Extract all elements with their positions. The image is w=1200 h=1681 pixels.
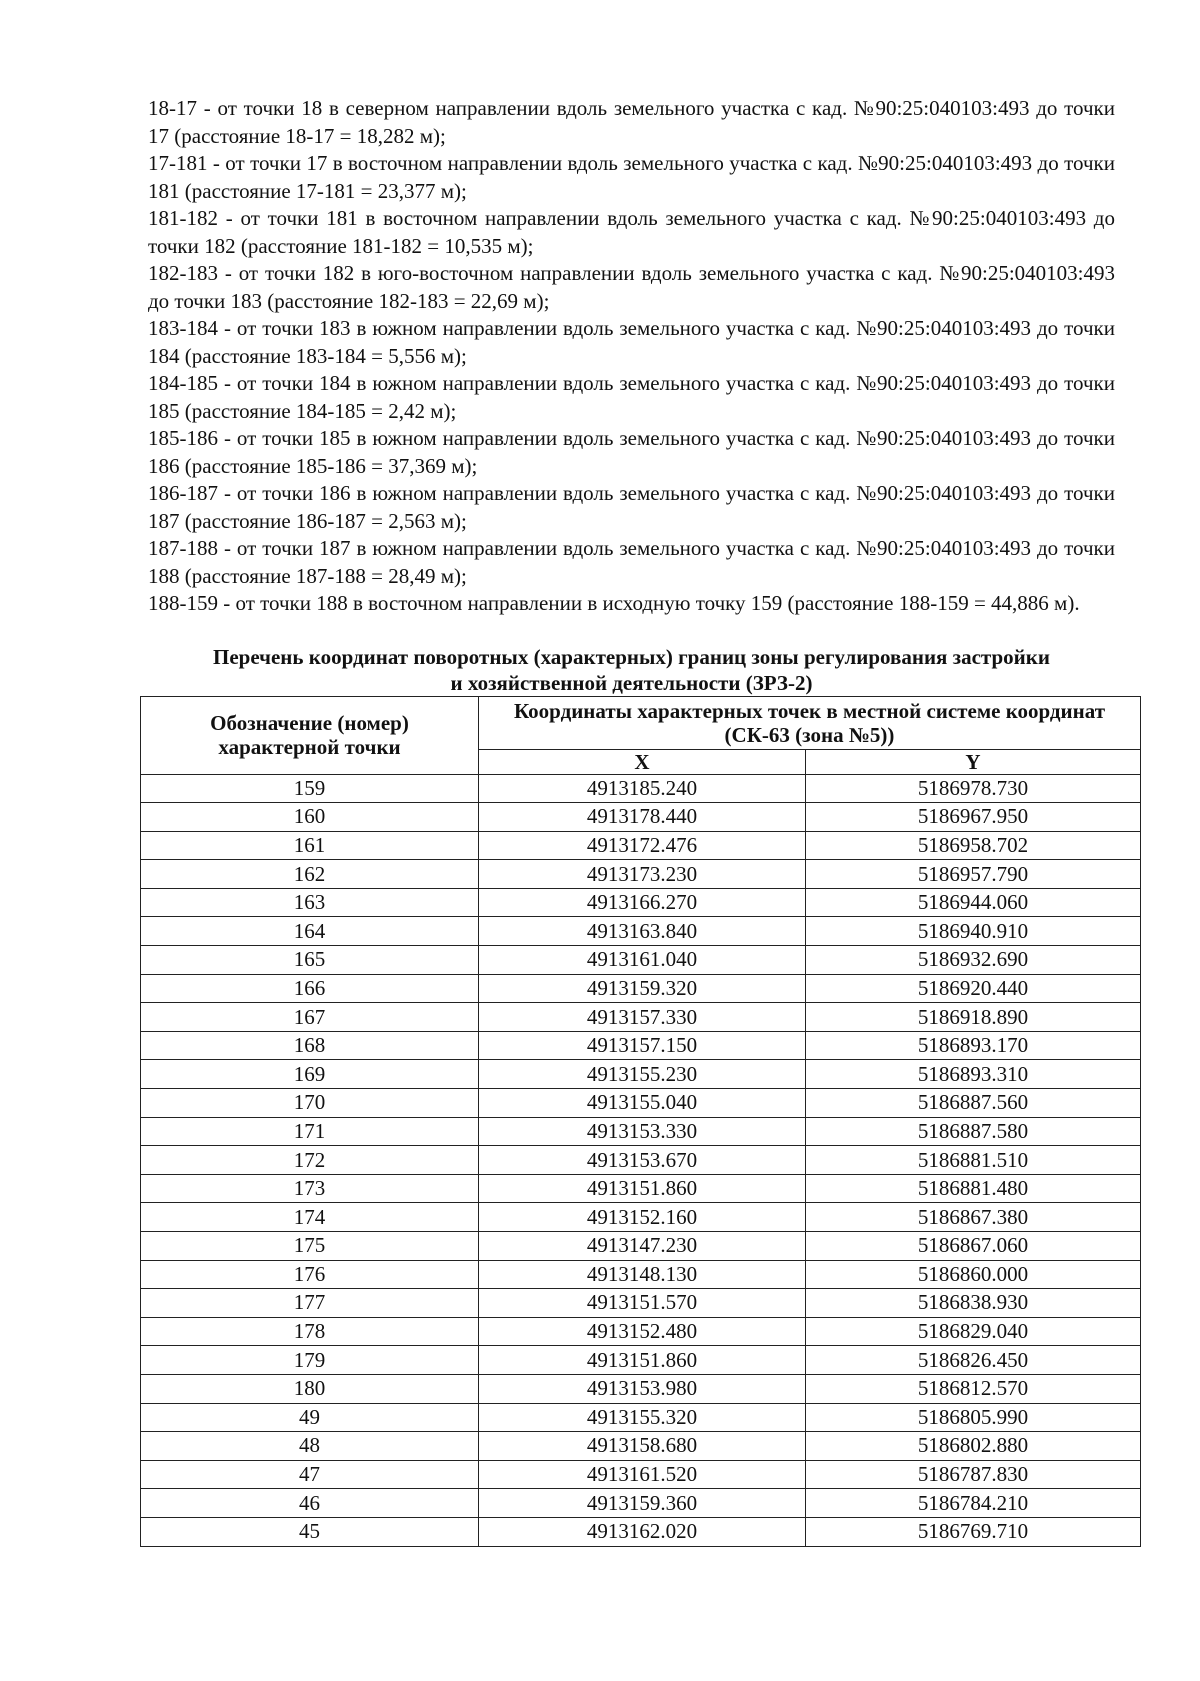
point-number-cell: 172: [141, 1146, 479, 1175]
x-coordinate-cell: 4913159.360: [479, 1489, 806, 1518]
y-header: Y: [806, 749, 1141, 774]
coordinates-table-body: [141, 774, 1141, 1546]
x-coordinate-cell: 4913157.330: [479, 1003, 806, 1032]
y-coordinate-cell: 5186881.480: [806, 1174, 1141, 1203]
coordinates-header: Координаты характерных точек в местной системе координат (СК-63 (зона №5)): [479, 696, 1141, 749]
table-row: [141, 917, 1141, 946]
y-coordinate-cell: 5186978.730: [806, 774, 1141, 803]
y-coordinate-cell: 5186805.990: [806, 1403, 1141, 1432]
point-number-cell: 45: [141, 1517, 479, 1546]
table-row: [141, 1460, 1141, 1489]
point-number-cell: 171: [141, 1117, 479, 1146]
point-number-cell: 168: [141, 1031, 479, 1060]
x-coordinate-cell: 4913158.680: [479, 1432, 806, 1461]
y-coordinate-cell: 5186881.510: [806, 1146, 1141, 1175]
table-row: [141, 1003, 1141, 1032]
table-row: [141, 1089, 1141, 1118]
point-number-cell: 161: [141, 831, 479, 860]
x-coordinate-cell: 4913151.860: [479, 1174, 806, 1203]
segment-paragraph: 182-183 - от точки 182 в юго-восточном направлении вдоль земельного участка с кад. №90:25:040103:493 до точки 183 (расстояние 182-183 = 22,69 м);: [148, 261, 1115, 313]
x-coordinate-cell: 4913147.230: [479, 1232, 806, 1261]
x-coordinate-cell: 4913153.670: [479, 1146, 806, 1175]
x-header: X: [479, 749, 806, 774]
coordinates-table: [140, 696, 1141, 1547]
segment-paragraph: 187-188 - от точки 187 в южном направлении вдоль земельного участка с кад. №90:25:040103:493 до точки 188 (расстояние 187-188 = 28,49 м);: [148, 536, 1115, 588]
x-coordinate-cell: 4913159.320: [479, 974, 806, 1003]
point-number-cell: 48: [141, 1432, 479, 1461]
segment-paragraph: 186-187 - от точки 186 в южном направлении вдоль земельного участка с кад. №90:25:040103:493 до точки 187 (расстояние 186-187 = 2,563 м);: [148, 481, 1115, 533]
point-number-cell: 159: [141, 774, 479, 803]
table-row: [141, 1346, 1141, 1375]
y-coordinate-cell: 5186784.210: [806, 1489, 1141, 1518]
table-row: [141, 1232, 1141, 1261]
table-row: [141, 774, 1141, 803]
table-row: [141, 1403, 1141, 1432]
table-row: [141, 1260, 1141, 1289]
table-title: [148, 644, 1115, 696]
x-coordinate-cell: 4913155.230: [479, 1060, 806, 1089]
x-coordinate-cell: 4913155.320: [479, 1403, 806, 1432]
segment-paragraph: 181-182 - от точки 181 в восточном направлении вдоль земельного участка с кад. №90:25:040103:493 до точки 182 (расстояние 181-182 = 10,535 м);: [148, 206, 1115, 258]
x-coordinate-cell: 4913151.570: [479, 1289, 806, 1318]
x-coordinate-cell: 4913152.160: [479, 1203, 806, 1232]
table-row: [141, 1146, 1141, 1175]
y-coordinate-cell: 5186838.930: [806, 1289, 1141, 1318]
point-number-cell: 164: [141, 917, 479, 946]
y-coordinate-cell: 5186829.040: [806, 1317, 1141, 1346]
point-number-cell: 180: [141, 1374, 479, 1403]
y-coordinate-cell: 5186932.690: [806, 946, 1141, 975]
y-coordinate-cell: 5186812.570: [806, 1374, 1141, 1403]
point-number-cell: 46: [141, 1489, 479, 1518]
table-row: [141, 1489, 1141, 1518]
y-coordinate-cell: 5186967.950: [806, 803, 1141, 832]
y-coordinate-cell: 5186893.310: [806, 1060, 1141, 1089]
point-number-cell: 178: [141, 1317, 479, 1346]
x-coordinate-cell: 4913163.840: [479, 917, 806, 946]
segment-paragraph: 185-186 - от точки 185 в южном направлении вдоль земельного участка с кад. №90:25:040103:493 до точки 186 (расстояние 185-186 = 37,369 м);: [148, 426, 1115, 478]
x-coordinate-cell: 4913161.520: [479, 1460, 806, 1489]
x-coordinate-cell: 4913161.040: [479, 946, 806, 975]
table-row: [141, 1060, 1141, 1089]
y-coordinate-cell: 5186940.910: [806, 917, 1141, 946]
table-title-line-1: Перечень координат поворотных (характерных) границ зоны регулирования застройки: [213, 644, 1050, 669]
segment-paragraph: 17-181 - от точки 17 в восточном направлении вдоль земельного участка с кад. №90:25:040103:493 до точки 181 (расстояние 17-181 = 23,377 м);: [148, 151, 1115, 203]
y-coordinate-cell: 5186867.060: [806, 1232, 1141, 1261]
x-coordinate-cell: 4913152.480: [479, 1317, 806, 1346]
y-coordinate-cell: 5186769.710: [806, 1517, 1141, 1546]
point-number-cell: 165: [141, 946, 479, 975]
x-coordinate-cell: 4913173.230: [479, 860, 806, 889]
y-coordinate-cell: 5186826.450: [806, 1346, 1141, 1375]
table-row: [141, 946, 1141, 975]
table-row: [141, 831, 1141, 860]
x-coordinate-cell: 4913178.440: [479, 803, 806, 832]
x-coordinate-cell: 4913172.476: [479, 831, 806, 860]
table-row: [141, 1374, 1141, 1403]
table-row: [141, 1117, 1141, 1146]
table-row: [141, 1289, 1141, 1318]
document-page: [148, 95, 1115, 1547]
x-coordinate-cell: 4913151.860: [479, 1346, 806, 1375]
y-coordinate-cell: 5186958.702: [806, 831, 1141, 860]
point-number-cell: 176: [141, 1260, 479, 1289]
table-row: [141, 1517, 1141, 1546]
y-coordinate-cell: 5186787.830: [806, 1460, 1141, 1489]
y-coordinate-cell: 5186802.880: [806, 1432, 1141, 1461]
point-number-cell: 175: [141, 1232, 479, 1261]
table-title-line-2: и хозяйственной деятельности (ЗРЗ-2): [450, 670, 813, 695]
point-number-cell: 160: [141, 803, 479, 832]
table-row: [141, 1031, 1141, 1060]
table-row: [141, 860, 1141, 889]
segment-paragraph: 183-184 - от точки 183 в южном направлении вдоль земельного участка с кад. №90:25:040103:493 до точки 184 (расстояние 183-184 = 5,556 м);: [148, 316, 1115, 368]
segment-paragraph: 18-17 - от точки 18 в северном направлении вдоль земельного участка с кад. №90:25:040103:493 до точки 17 (расстояние 18-17 = 18,282 м);: [148, 96, 1115, 148]
point-number-cell: 179: [141, 1346, 479, 1375]
point-number-cell: 169: [141, 1060, 479, 1089]
table-row: [141, 1203, 1141, 1232]
x-coordinate-cell: 4913162.020: [479, 1517, 806, 1546]
point-number-header: Обозначение (номер) характерной точки: [141, 696, 479, 774]
table-row: [141, 803, 1141, 832]
table-row: [141, 1174, 1141, 1203]
point-number-cell: 167: [141, 1003, 479, 1032]
point-number-cell: 177: [141, 1289, 479, 1318]
point-number-cell: 166: [141, 974, 479, 1003]
table-row: [141, 1432, 1141, 1461]
boundary-description: [148, 95, 1115, 618]
y-coordinate-cell: 5186944.060: [806, 888, 1141, 917]
y-coordinate-cell: 5186893.170: [806, 1031, 1141, 1060]
y-coordinate-cell: 5186920.440: [806, 974, 1141, 1003]
y-coordinate-cell: 5186860.000: [806, 1260, 1141, 1289]
x-coordinate-cell: 4913157.150: [479, 1031, 806, 1060]
x-coordinate-cell: 4913153.980: [479, 1374, 806, 1403]
segment-paragraph: 184-185 - от точки 184 в южном направлении вдоль земельного участка с кад. №90:25:040103:493 до точки 185 (расстояние 184-185 = 2,42 м);: [148, 371, 1115, 423]
point-number-cell: 47: [141, 1460, 479, 1489]
y-coordinate-cell: 5186887.580: [806, 1117, 1141, 1146]
segment-paragraph: 188-159 - от точки 188 в восточном направлении в исходную точку 159 (расстояние 188-159 = 44,886 м).: [148, 591, 1080, 615]
x-coordinate-cell: 4913148.130: [479, 1260, 806, 1289]
point-number-cell: 170: [141, 1089, 479, 1118]
y-coordinate-cell: 5186918.890: [806, 1003, 1141, 1032]
table-row: [141, 1317, 1141, 1346]
x-coordinate-cell: 4913153.330: [479, 1117, 806, 1146]
y-coordinate-cell: 5186867.380: [806, 1203, 1141, 1232]
point-number-cell: 49: [141, 1403, 479, 1432]
point-number-cell: 174: [141, 1203, 479, 1232]
point-number-cell: 162: [141, 860, 479, 889]
table-row: [141, 974, 1141, 1003]
point-number-cell: 173: [141, 1174, 479, 1203]
x-coordinate-cell: 4913155.040: [479, 1089, 806, 1118]
x-coordinate-cell: 4913166.270: [479, 888, 806, 917]
y-coordinate-cell: 5186887.560: [806, 1089, 1141, 1118]
table-row: [141, 888, 1141, 917]
y-coordinate-cell: 5186957.790: [806, 860, 1141, 889]
x-coordinate-cell: 4913185.240: [479, 774, 806, 803]
point-number-cell: 163: [141, 888, 479, 917]
